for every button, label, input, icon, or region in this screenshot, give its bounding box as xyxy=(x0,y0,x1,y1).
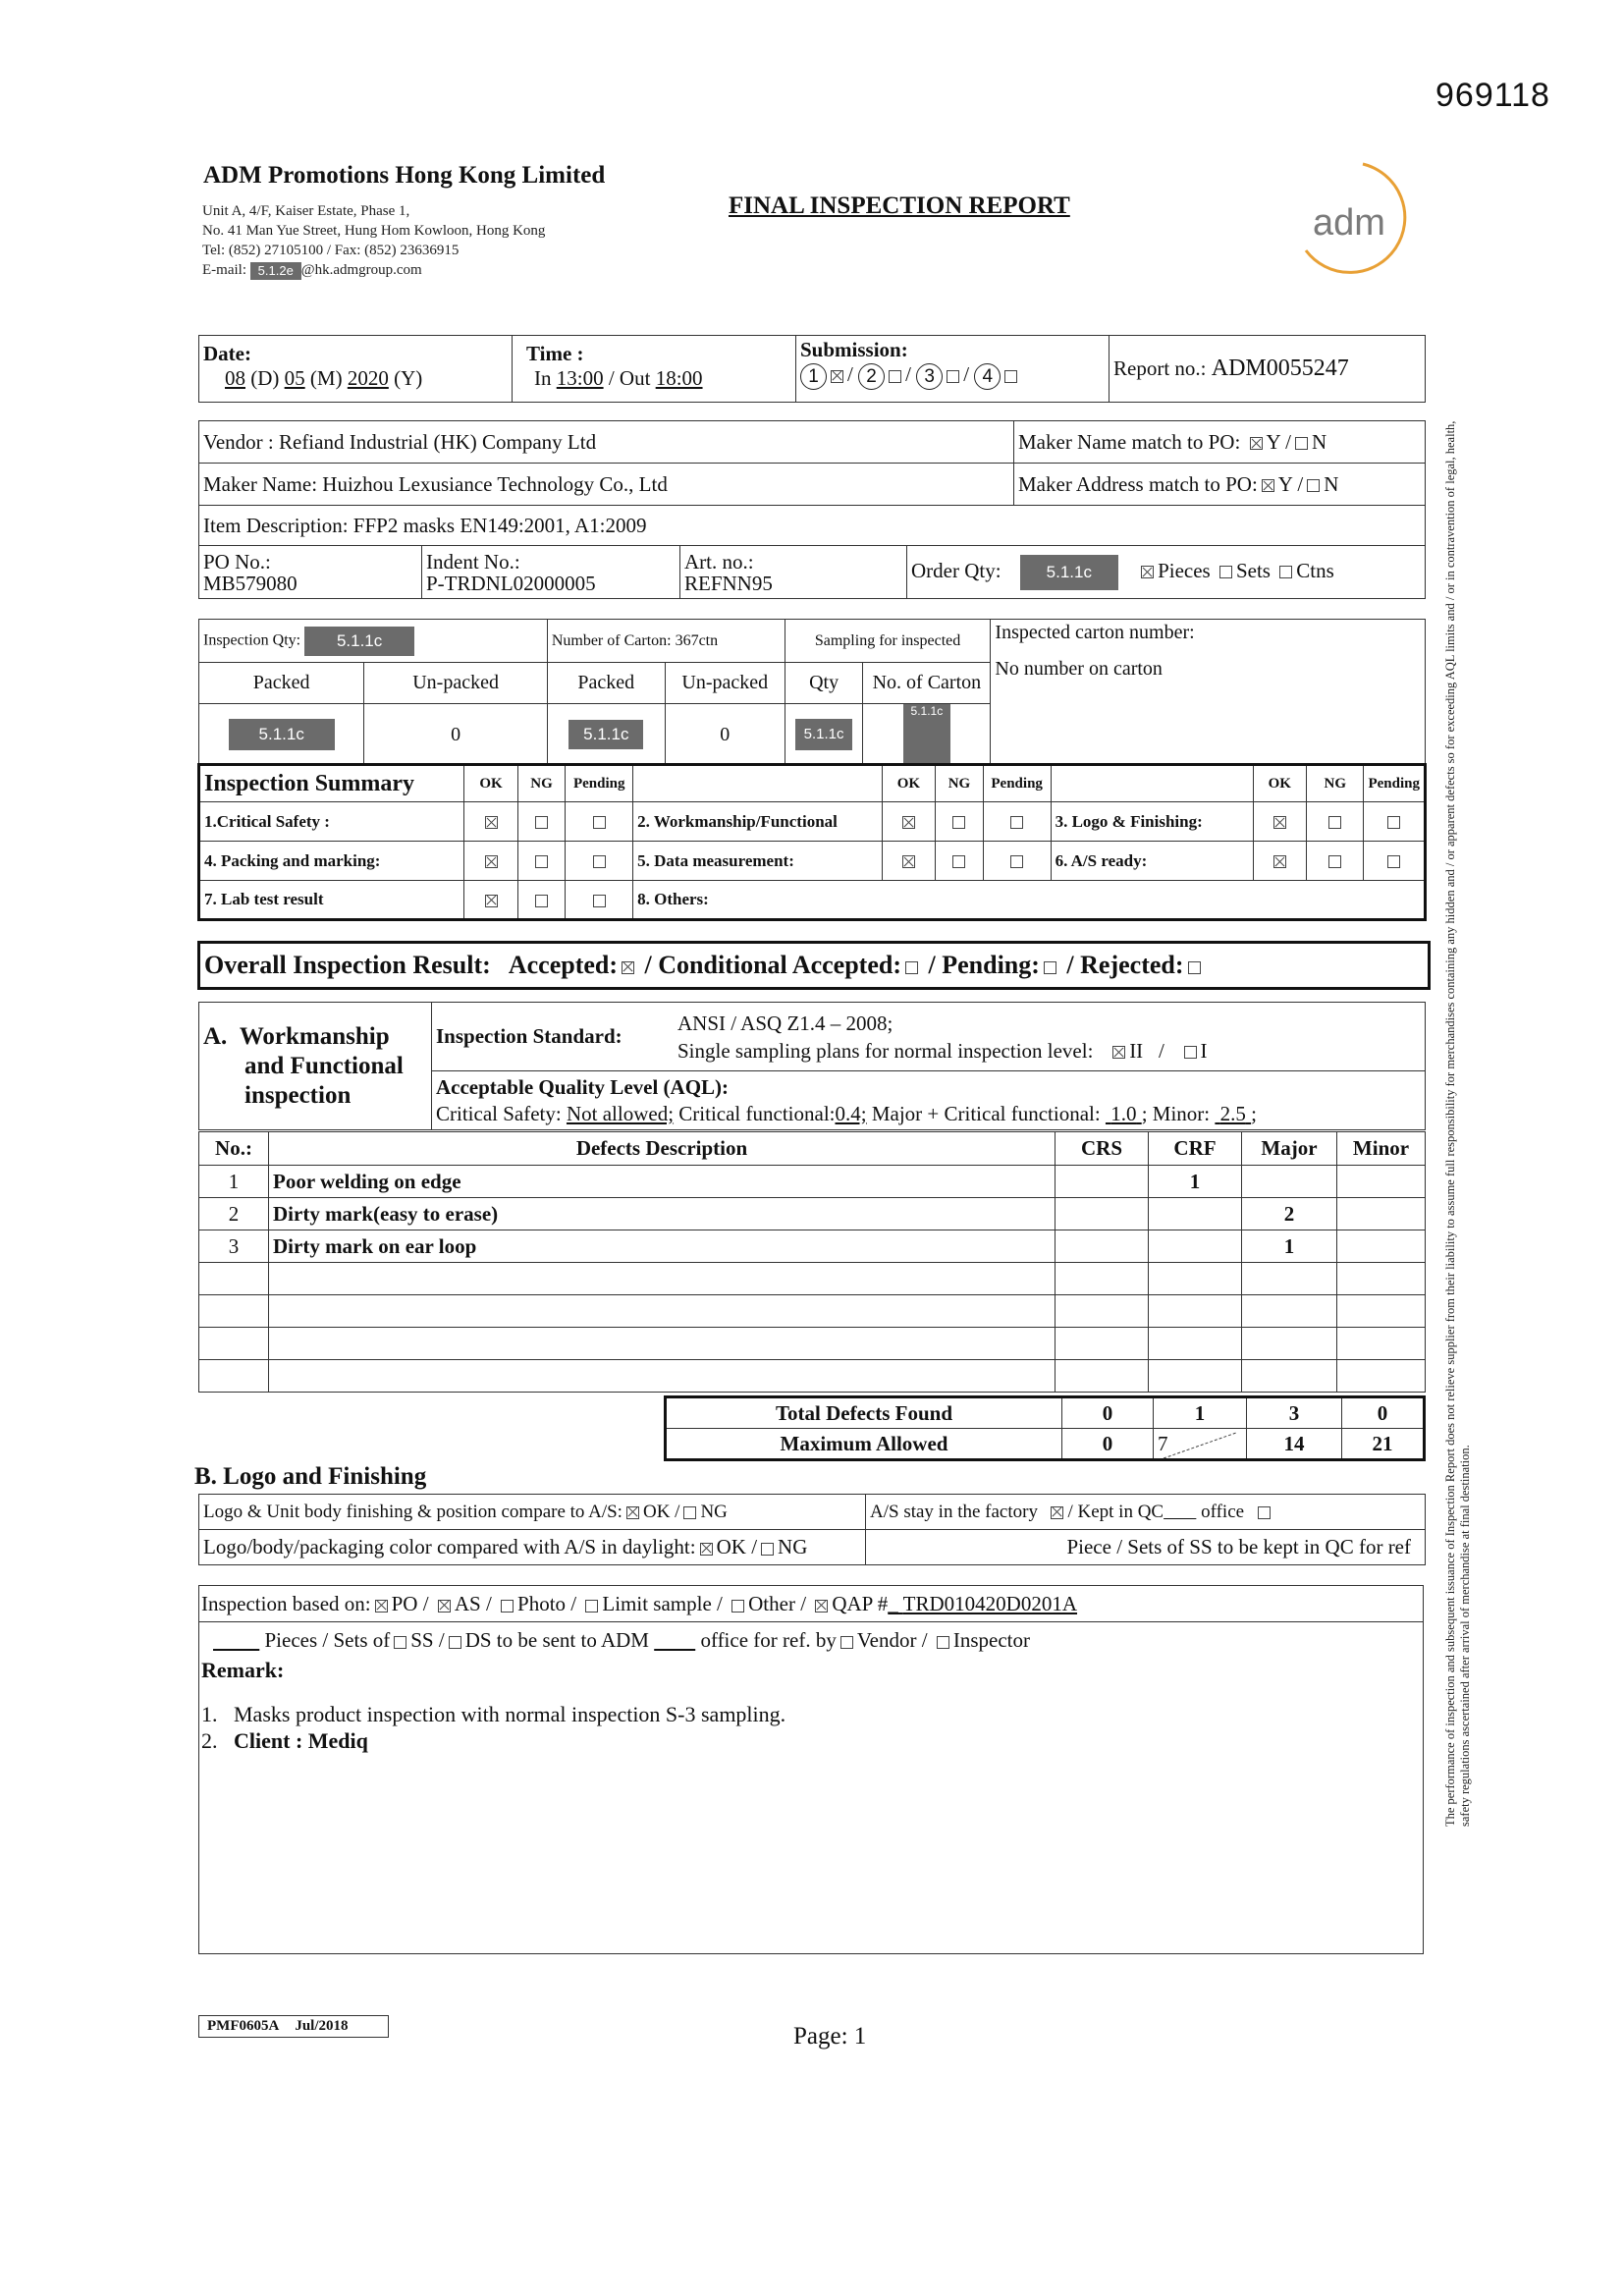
art-label: Art. no.: xyxy=(684,549,754,574)
measurement-ok-checkbox xyxy=(902,855,915,868)
summary-ng-header-1: NG xyxy=(517,765,566,802)
max-crs: 0 xyxy=(1062,1429,1154,1460)
logo-finishing-ng-box xyxy=(683,1506,696,1519)
maker-address-match-cell: Maker Address match to PO: Y / N xyxy=(1014,464,1426,506)
total-major: 3 xyxy=(1247,1397,1342,1429)
maker-address-match-label: Maker Address match to PO: xyxy=(1018,471,1258,496)
summary-workmanship: 2. Workmanship/Functional xyxy=(633,802,883,842)
pieces-label: Pieces xyxy=(1158,558,1211,582)
submission-2-checkbox xyxy=(889,370,901,383)
based-on-row: Inspection based on: PO / AS / Photo / Limit sample / Other / QAP #_ TRD010420D0201A xyxy=(199,1586,1423,1622)
inspected-carton-label: Inspected carton number: xyxy=(995,622,1195,643)
vendor-checkbox xyxy=(840,1636,853,1649)
piece-sets-label: Piece / Sets of SS to be kept in QC for ref xyxy=(866,1530,1426,1565)
defect-row-major: 2 xyxy=(1242,1198,1337,1230)
as-ready-ok-checkbox xyxy=(1273,855,1286,868)
defect-row-minor xyxy=(1337,1230,1426,1263)
as-option: AS xyxy=(454,1592,481,1615)
indent-cell xyxy=(422,546,680,599)
report-no-label: Report no.: xyxy=(1113,356,1207,380)
packed-header-2: Packed xyxy=(547,663,665,704)
level-2-label: II xyxy=(1129,1038,1144,1063)
summary-ok-header-3: OK xyxy=(1253,765,1306,802)
pending-checkbox xyxy=(1044,961,1056,974)
remark-item: 1. Masks product inspection with normal inspection S-3 sampling. xyxy=(201,1702,786,1726)
vendor-table xyxy=(198,420,1426,546)
sampling-label: Sampling for inspected xyxy=(785,620,991,663)
defect-row-major xyxy=(1242,1166,1337,1198)
packed-header: Packed xyxy=(199,663,364,704)
carton-redaction: 5.1.1c xyxy=(903,704,950,765)
email-label: E-mail: xyxy=(202,262,246,278)
date-year: 2020 xyxy=(347,366,389,390)
form-code-box xyxy=(198,2015,389,2038)
defect-row-crf xyxy=(1149,1198,1242,1230)
limit-sample-checkbox xyxy=(585,1600,598,1613)
vendor-option: Vendor xyxy=(856,1628,917,1652)
major-cf-label: Major + Critical functional: xyxy=(871,1101,1101,1125)
indent-label: Indent No.: xyxy=(426,549,520,574)
critical-functional-label: Critical functional: xyxy=(678,1101,836,1125)
maker-name-match-cell: Maker Name match to PO: Y / N xyxy=(1014,421,1426,464)
maker-address-n-checkbox xyxy=(1307,479,1320,492)
po-label: PO No.: xyxy=(203,549,271,574)
no-number-on-carton: No number on carton xyxy=(995,658,1163,680)
section-a-title-line3: inspection xyxy=(244,1081,352,1109)
summary-as-ready: 6. A/S ready: xyxy=(1051,842,1253,881)
qap-checkbox xyxy=(815,1600,828,1613)
remark-item-text: Client : Mediq xyxy=(234,1728,368,1753)
defect-row-crs xyxy=(1056,1230,1149,1263)
pieces-sets-label: Pieces / Sets of xyxy=(264,1628,391,1652)
email-domain: @hk.admgroup.com xyxy=(300,262,422,278)
pieces-checkbox xyxy=(1141,566,1154,578)
photo-option: Photo xyxy=(517,1592,567,1615)
crf-header: CRF xyxy=(1149,1132,1242,1166)
logo-finishing-ng-checkbox xyxy=(1328,816,1341,829)
packing-ok-checkbox xyxy=(485,855,498,868)
order-qty-cell xyxy=(907,546,1426,599)
email-redaction: 5.1.2e xyxy=(250,262,301,280)
other-checkbox xyxy=(731,1600,744,1613)
report-no-cell xyxy=(1110,336,1426,403)
overall-conditional-label: Conditional Accepted: xyxy=(658,951,901,979)
date-day: 08 xyxy=(225,366,245,390)
logo-finishing-ok: OK xyxy=(642,1501,671,1522)
remark-box xyxy=(198,1585,1424,1954)
section-a-table xyxy=(198,1002,1426,1130)
defect-row-crs xyxy=(1056,1166,1149,1198)
overall-accepted-label: Accepted: xyxy=(508,951,619,979)
maker-name-match-label: Maker Name match to PO: xyxy=(1018,429,1241,454)
unpacked-value: 0 xyxy=(364,704,547,766)
as-stay-checkbox xyxy=(1051,1506,1063,1519)
max-minor: 21 xyxy=(1342,1429,1425,1460)
overall-rejected-label: Rejected: xyxy=(1080,951,1184,979)
packed-value-cell-2 xyxy=(547,704,665,766)
submission-1-checkbox xyxy=(831,370,843,383)
summary-ng-header-3: NG xyxy=(1307,765,1364,802)
maker-name-n-checkbox xyxy=(1295,437,1308,450)
defect-row-major: 1 xyxy=(1242,1230,1337,1263)
major-header: Major xyxy=(1242,1132,1337,1166)
limit-sample-option: Limit sample xyxy=(602,1592,712,1615)
summary-ok-header-2: OK xyxy=(882,765,935,802)
defect-row-minor xyxy=(1337,1166,1426,1198)
as-stay-label: A/S stay in the factory xyxy=(870,1501,1038,1522)
logo-finishing-ng: NG xyxy=(700,1501,728,1522)
side-disclaimer: The performance of inspection and subsequent issuance of Inspection Report does not relieve supplier from their liability to assume full responsibility for merchandises containing any hidden and / or apparent defects so for exceeding AQL limits and / or in contravention of legal, health, safety regulations ascertained after arrival of merchandise at final destination. xyxy=(1443,420,1472,1827)
date-month: 05 xyxy=(284,366,305,390)
lab-test-pending-checkbox xyxy=(593,895,606,907)
report-title: FINAL INSPECTION REPORT xyxy=(729,192,1070,219)
qty-value-cell xyxy=(785,704,863,766)
summary-logo-finishing: 3. Logo & Finishing: xyxy=(1051,802,1253,842)
color-ok-box xyxy=(700,1543,713,1556)
as-stay-cell xyxy=(866,1495,1426,1530)
defect-row-no: 2 xyxy=(199,1198,269,1230)
critical-safety-pending-checkbox xyxy=(593,816,606,829)
defect-row-empty xyxy=(199,1328,1426,1360)
carton-count-value: 367ctn xyxy=(675,631,719,649)
other-option: Other xyxy=(748,1592,795,1615)
as-checkbox xyxy=(438,1600,451,1613)
aql-label: Acceptable Quality Level (AQL): xyxy=(436,1074,730,1099)
lab-test-ok-checkbox xyxy=(485,895,498,907)
header-table xyxy=(198,335,1426,403)
measurement-ng-checkbox xyxy=(952,855,965,868)
critical-safety-label: Critical Safety: xyxy=(436,1101,562,1125)
adm-logo xyxy=(1294,160,1416,278)
critical-safety-ok-checkbox xyxy=(485,816,498,829)
submission-3: 3 xyxy=(916,363,943,390)
form-date: Jul/2018 xyxy=(287,2016,388,2038)
defect-row-minor xyxy=(1337,1198,1426,1230)
defect-row-crf xyxy=(1149,1230,1242,1263)
qty-redaction: 5.1.1c xyxy=(795,719,852,750)
remark-list xyxy=(199,1701,1423,1754)
accepted-checkbox xyxy=(622,961,634,974)
art-cell xyxy=(680,546,907,599)
critical-functional-value: 0.4; xyxy=(835,1101,867,1125)
indent-value: P-TRDNL02000005 xyxy=(426,571,596,595)
defects-table xyxy=(198,1131,1426,1393)
unpacked-value-2: 0 xyxy=(665,704,785,766)
aql-cell: Acceptable Quality Level (AQL): Critical Safety: Not allowed; Critical functional:0.4; Major + Critical functional: 1.0 ; Minor: 2.5 ; xyxy=(432,1071,1426,1130)
company-contact: Tel: (852) 27105100 / Fax: (852) 23636915 xyxy=(202,243,460,258)
inspection-standard-value: ANSI / ASQ Z1.4 – 2008; Single sampling plans for normal inspection level: II / I xyxy=(674,1003,1426,1071)
office-label: office xyxy=(1201,1501,1245,1522)
based-on-label: Inspection based on: xyxy=(201,1592,371,1615)
page-number-value: 1 xyxy=(853,2023,867,2050)
po-cell xyxy=(199,546,422,599)
summary-pending-header-2: Pending xyxy=(983,765,1051,802)
logo-text: adm xyxy=(1313,202,1385,244)
sets-label: Sets xyxy=(1235,558,1271,582)
max-major: 14 xyxy=(1247,1429,1342,1460)
section-b-title: B. Logo and Finishing xyxy=(194,1463,427,1490)
time-label: Time : xyxy=(526,342,584,365)
item-description-cell: Item Description: FFP2 masks EN149:2001, A1:2009 xyxy=(199,506,1426,546)
overall-pending-label: Pending: xyxy=(942,951,1040,979)
color-compare-label: Logo/body/packaging color compared with A/S in daylight: xyxy=(203,1535,696,1558)
summary-critical-safety: 1.Critical Safety : xyxy=(199,802,464,842)
defect-row-no: 1 xyxy=(199,1166,269,1198)
ds-label: DS to be sent to ADM xyxy=(464,1628,649,1652)
summary-ok-header-1: OK xyxy=(464,765,517,802)
defect-row-empty xyxy=(199,1360,1426,1393)
form-code: PMF0605A xyxy=(199,2016,288,2038)
no-of-carton-header: No. of Carton xyxy=(863,663,991,704)
inspection-qty-table xyxy=(198,619,1426,766)
po-checkbox xyxy=(375,1600,388,1613)
remark-label: Remark: xyxy=(201,1658,285,1682)
carton-count-cell xyxy=(547,620,785,663)
section-a-title xyxy=(199,1003,432,1130)
defect-row-desc: Poor welding on edge xyxy=(269,1166,1056,1198)
workmanship-ok-checkbox xyxy=(902,816,915,829)
max-crf: 7 xyxy=(1158,1431,1168,1455)
total-crf: 1 xyxy=(1154,1397,1247,1429)
pieces-row: Pieces / Sets of SS / DS to be sent to ADM office for ref. by Vendor / Inspector xyxy=(264,1628,1030,1652)
office-ref-label: office for ref. by xyxy=(700,1628,837,1652)
submission-label: Submission: xyxy=(800,338,908,361)
qap-value: TRD010420D0201A xyxy=(902,1592,1078,1615)
time-out: 18:00 xyxy=(655,366,703,390)
workmanship-ng-checkbox xyxy=(952,816,965,829)
defect-description-header: Defects Description xyxy=(269,1132,1056,1166)
ds-checkbox xyxy=(449,1636,461,1649)
defect-row-desc: Dirty mark on ear loop xyxy=(269,1230,1056,1263)
section-a-title-line1: Workmanship xyxy=(239,1022,390,1050)
company-name: ADM Promotions Hong Kong Limited xyxy=(203,162,606,189)
maker-name-y-checkbox xyxy=(1250,437,1263,450)
logo-finishing-pending-checkbox xyxy=(1387,816,1400,829)
office-checkbox xyxy=(1258,1506,1271,1519)
conditional-checkbox xyxy=(905,961,918,974)
logo-finishing-row: Logo & Unit body finishing & position compare to A/S: OK / NG xyxy=(199,1495,866,1530)
minor-label: Minor: xyxy=(1152,1101,1211,1125)
inspected-carton-cell xyxy=(991,620,1426,766)
submission-4: 4 xyxy=(974,363,1001,390)
level-1-label: I xyxy=(1200,1038,1208,1063)
po-value: MB579080 xyxy=(203,571,298,595)
order-qty-label: Order Qty: xyxy=(911,558,1001,582)
logo-finishing-label: Logo & Unit body finishing & position compare to A/S: xyxy=(203,1501,623,1522)
defect-row-empty xyxy=(199,1295,1426,1328)
packed-redaction: 5.1.1c xyxy=(229,719,335,750)
summary-lab-test: 7. Lab test result xyxy=(199,881,464,920)
date-cell: Date: 08 (D) 05 (M) 2020 (Y) xyxy=(199,336,513,403)
total-crs: 0 xyxy=(1062,1397,1154,1429)
defect-row xyxy=(199,1198,1426,1230)
unpacked-header-2: Un-packed xyxy=(665,663,785,704)
page-label: Page: xyxy=(793,2023,848,2050)
inspector-option: Inspector xyxy=(952,1628,1030,1652)
ss-checkbox xyxy=(394,1636,406,1649)
qap-label: QAP # xyxy=(832,1592,889,1615)
submission-4-checkbox xyxy=(1004,370,1017,383)
crf-diagonal-line xyxy=(1154,1429,1238,1460)
inspection-qty-cell xyxy=(199,620,548,663)
lab-test-ng-checkbox xyxy=(535,895,548,907)
defect-row-empty xyxy=(199,1263,1426,1295)
defect-totals-table xyxy=(664,1395,1426,1461)
page-number xyxy=(793,2023,866,2050)
overall-result-bar: Overall Inspection Result: Accepted: / Conditional Accepted: / Pending: / Rejected: xyxy=(197,941,1431,990)
defect-row-crf: 1 xyxy=(1149,1166,1242,1198)
company-address-line1: Unit A, 4/F, Kaiser Estate, Phase 1, xyxy=(202,203,410,219)
color-ok: OK xyxy=(716,1535,746,1558)
total-defects-label: Total Defects Found xyxy=(666,1397,1062,1429)
report-no-value: ADM0055247 xyxy=(1211,355,1349,381)
maker-name-cell: Maker Name: Huizhou Lexusiance Technology Co., Ltd xyxy=(199,464,1014,506)
remark-item: 2. Client : Mediq xyxy=(201,1728,368,1753)
summary-others: 8. Others: xyxy=(633,881,1426,920)
inspection-summary-table xyxy=(197,763,1427,921)
section-a-prefix: A. xyxy=(203,1022,228,1050)
remark-item-text: Masks product inspection with normal inspection S-3 sampling. xyxy=(234,1702,786,1726)
logo-finishing-ok-box xyxy=(626,1506,639,1519)
company-address-line2: No. 41 Man Yue Street, Hung Hom Kowloon, Hong Kong xyxy=(202,223,546,239)
summary-pending-header-3: Pending xyxy=(1364,765,1426,802)
art-value: REFNN95 xyxy=(684,571,773,595)
time-cell: Time : In 13:00 / Out 18:00 xyxy=(513,336,796,403)
level-2-checkbox xyxy=(1112,1046,1125,1059)
submission-cell: Submission: 1 / 2 / 3 / 4 xyxy=(796,336,1110,403)
vendor-cell: Vendor : Refiand Industrial (HK) Company Ltd xyxy=(199,421,1014,464)
packing-pending-checkbox xyxy=(593,855,606,868)
summary-title: Inspection Summary xyxy=(199,765,464,802)
defect-row-crs xyxy=(1056,1198,1149,1230)
photo-checkbox xyxy=(501,1600,514,1613)
summary-data-measurement: 5. Data measurement: xyxy=(633,842,883,881)
date-label: Date: xyxy=(203,342,251,365)
total-minor: 0 xyxy=(1342,1397,1425,1429)
po-table xyxy=(198,545,1426,599)
as-ready-pending-checkbox xyxy=(1387,855,1400,868)
document-number: 969118 xyxy=(1435,77,1550,114)
unpacked-header: Un-packed xyxy=(364,663,547,704)
submission-2: 2 xyxy=(858,363,885,390)
maker-address-y-checkbox xyxy=(1262,479,1274,492)
section-a-title-line2: and Functional xyxy=(244,1052,404,1079)
sets-checkbox xyxy=(1219,566,1232,578)
minor-header: Minor xyxy=(1337,1132,1426,1166)
max-crf-cell xyxy=(1154,1429,1247,1460)
overall-result-label: Overall Inspection Result: xyxy=(204,951,491,979)
standard-line2: Single sampling plans for normal inspection level: xyxy=(677,1038,1094,1063)
ctns-label: Ctns xyxy=(1296,558,1334,582)
workmanship-pending-checkbox xyxy=(1010,816,1023,829)
critical-safety-ng-checkbox xyxy=(535,816,548,829)
company-email xyxy=(202,260,422,280)
no-of-carton-value-cell xyxy=(863,704,991,766)
summary-ng-header-2: NG xyxy=(936,765,984,802)
standard-line1: ANSI / ASQ Z1.4 – 2008; xyxy=(677,1011,893,1035)
kept-qc-label: / Kept in QC xyxy=(1067,1501,1164,1522)
rejected-checkbox xyxy=(1188,961,1201,974)
submission-1: 1 xyxy=(800,363,827,390)
packed-value-cell xyxy=(199,704,364,766)
carton-count-label: Number of Carton: xyxy=(551,631,672,649)
summary-pending-header-1: Pending xyxy=(566,765,633,802)
major-cf-value: 1.0 xyxy=(1110,1101,1137,1125)
logo-finishing-ok-checkbox xyxy=(1273,816,1286,829)
critical-safety-value: Not allowed; xyxy=(566,1101,675,1125)
section-b-table xyxy=(198,1494,1426,1565)
level-1-checkbox xyxy=(1184,1046,1197,1059)
defect-row-desc: Dirty mark(easy to erase) xyxy=(269,1198,1056,1230)
inspector-checkbox xyxy=(937,1636,949,1649)
packing-ng-checkbox xyxy=(535,855,548,868)
defect-row xyxy=(199,1166,1426,1198)
defect-row-no: 3 xyxy=(199,1230,269,1263)
packed-redaction-2: 5.1.1c xyxy=(568,720,643,749)
as-ready-ng-checkbox xyxy=(1328,855,1341,868)
color-compare-row: Logo/body/packaging color compared with A/S in daylight: OK / NG xyxy=(199,1530,866,1565)
color-ng-box xyxy=(761,1543,774,1556)
inspection-qty-label: Inspection Qty: xyxy=(203,631,301,649)
minor-value: 2.5 xyxy=(1219,1101,1246,1125)
order-qty-redaction: 5.1.1c xyxy=(1020,555,1118,590)
qty-header: Qty xyxy=(785,663,863,704)
defect-no-header: No.: xyxy=(199,1132,269,1166)
ctns-checkbox xyxy=(1279,566,1292,578)
color-ng: NG xyxy=(778,1535,808,1558)
submission-3-checkbox xyxy=(947,370,959,383)
measurement-pending-checkbox xyxy=(1010,855,1023,868)
inspection-standard-label: Inspection Standard: xyxy=(432,1003,675,1071)
po-option: PO xyxy=(391,1592,418,1615)
crs-header: CRS xyxy=(1056,1132,1149,1166)
summary-packing-marking: 4. Packing and marking: xyxy=(199,842,464,881)
max-allowed-label: Maximum Allowed xyxy=(666,1429,1062,1460)
defect-row xyxy=(199,1230,1426,1263)
inspection-qty-redaction: 5.1.1c xyxy=(304,627,414,656)
time-in: 13:00 xyxy=(556,366,604,390)
ss-label: SS / xyxy=(410,1628,445,1652)
